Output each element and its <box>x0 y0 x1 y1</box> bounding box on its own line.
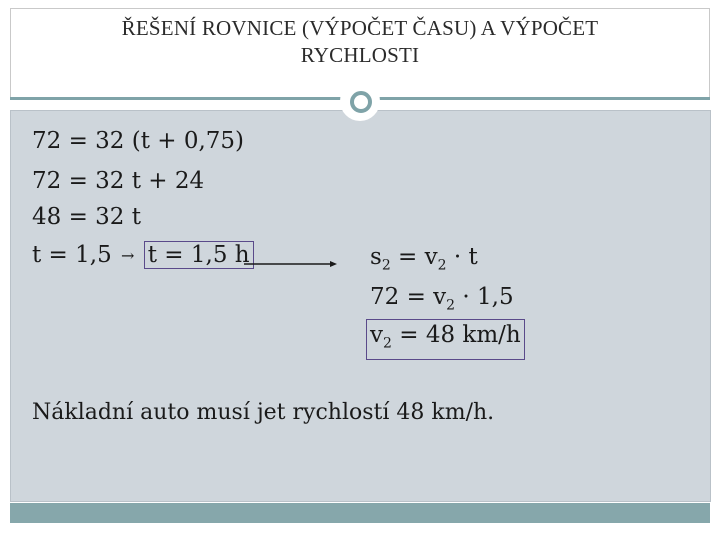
ring-inner-icon <box>350 91 372 113</box>
eq1-end: · t <box>446 244 478 270</box>
velocity-equation-2 <box>370 282 514 321</box>
equation-4-prefix: t = 1,5 <box>32 242 112 268</box>
footer-bar <box>10 503 710 523</box>
equation-4 <box>32 240 254 271</box>
equation-3: 48 = 32 t <box>32 204 141 230</box>
eq2-end: · 1,5 <box>455 284 514 310</box>
equation-1: 72 = 32 (t + 0,75) <box>32 128 245 154</box>
result-time-box: t = 1,5 h <box>144 241 254 269</box>
slide-title <box>12 15 708 69</box>
eq3-v-sub: 2 <box>383 335 392 352</box>
ring-decoration-icon <box>340 81 380 121</box>
eq2-v-sub: 2 <box>446 297 456 314</box>
conclusion-text: Nákladní auto musí jet rychlostí 48 km/h. <box>32 400 495 425</box>
small-arrow-icon: → <box>121 246 135 265</box>
velocity-equation-1 <box>370 242 478 281</box>
equation-2: 72 = 32 t + 24 <box>32 168 205 194</box>
long-arrow-icon <box>244 258 337 270</box>
eq3-end: = 48 km/h <box>391 322 521 348</box>
eq1-s: s <box>370 244 382 270</box>
eq1-v-sub: 2 <box>437 257 447 274</box>
slide-title-line-2: RYCHLOSTI <box>300 43 420 67</box>
slide-title-line-1: ŘEŠENÍ ROVNICE (VÝPOČET ČASU) A VÝPOČET <box>121 16 599 40</box>
eq3-v: v <box>370 322 383 348</box>
result-velocity-box <box>366 319 525 360</box>
eq1-s-sub: 2 <box>381 257 391 274</box>
eq2-start: 72 = v <box>370 284 447 310</box>
eq1-mid: = v <box>390 244 438 270</box>
